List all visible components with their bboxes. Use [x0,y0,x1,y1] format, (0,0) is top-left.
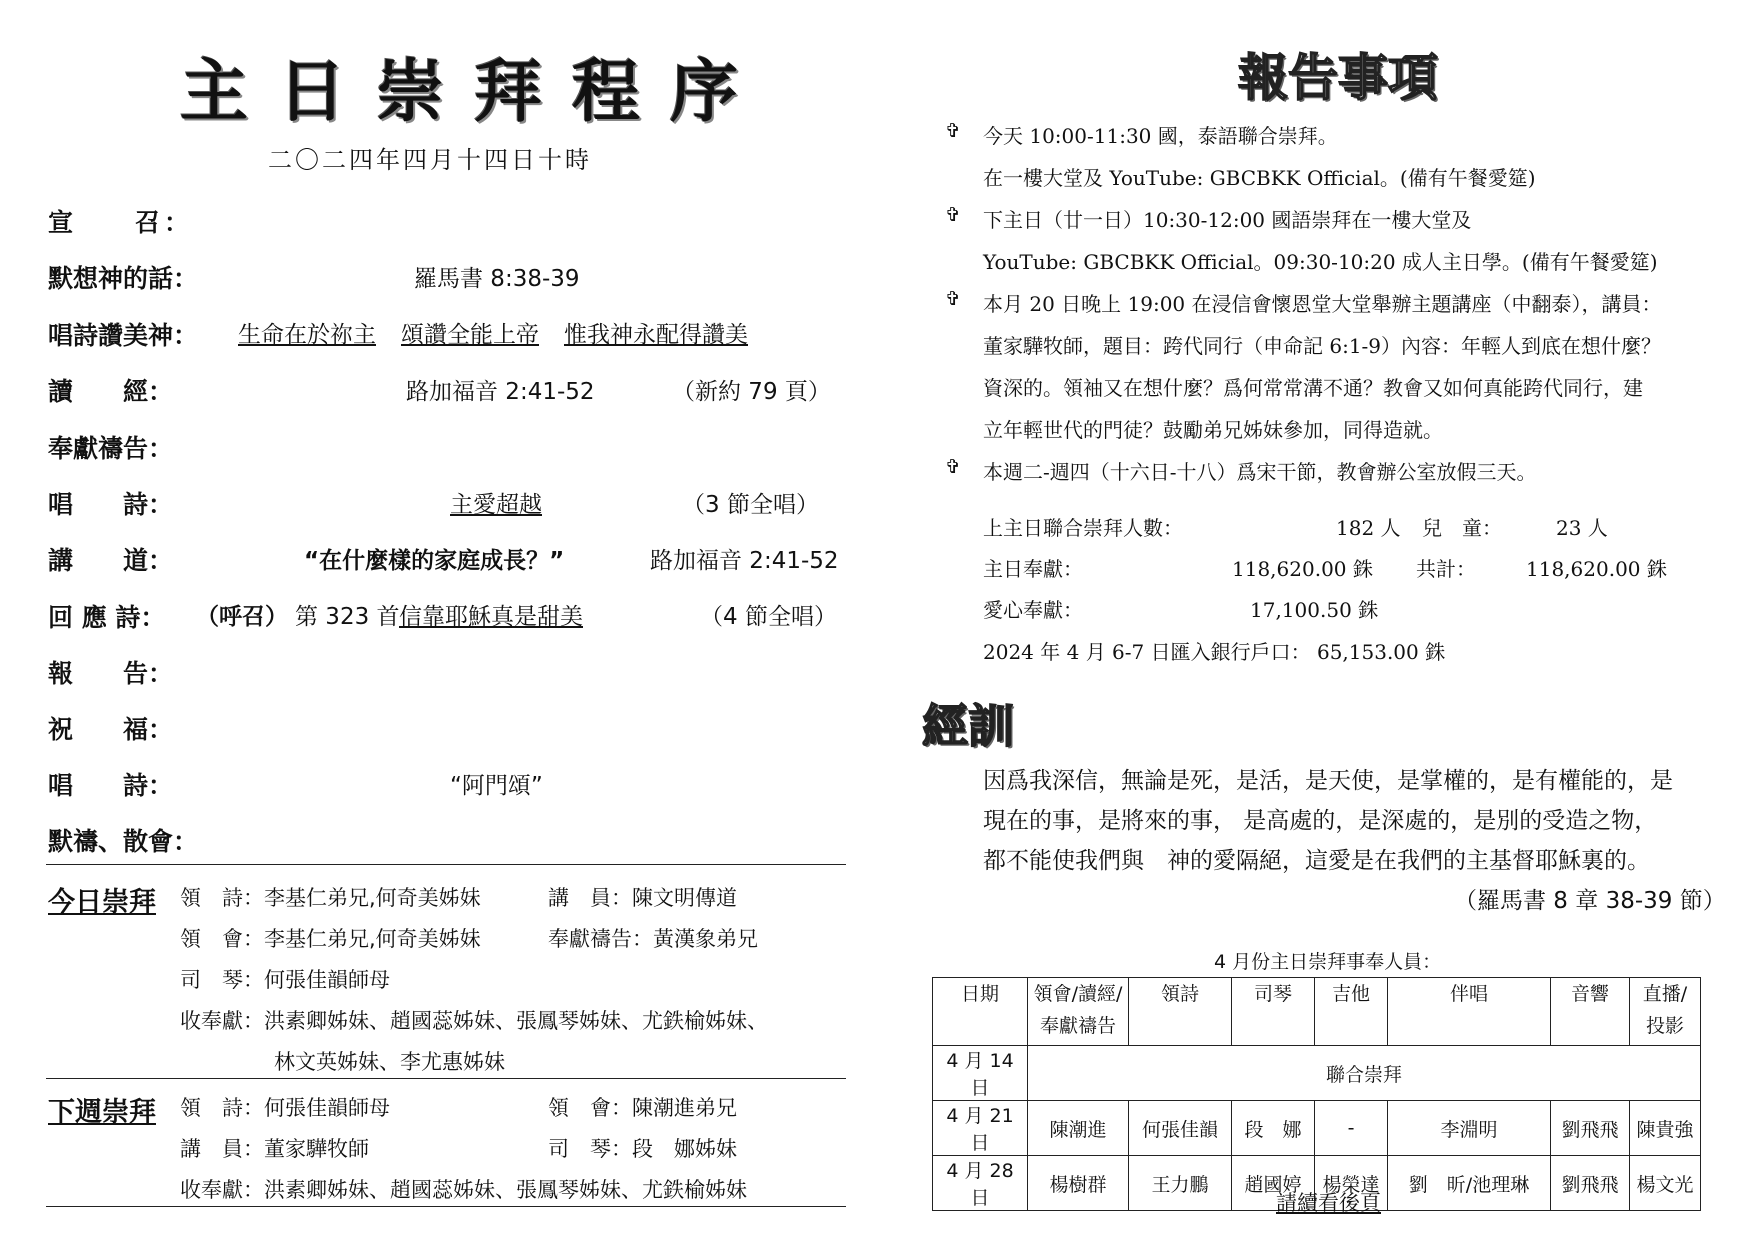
cell-sound: 劉飛飛 [1551,1156,1630,1211]
next-speaker: 講 員：董家驊牧師 [180,1137,369,1161]
hymn-1: 生命在於祢主 [238,322,376,348]
order-label-praise: 唱詩讚美神： [48,321,199,350]
cell-livestream: 陳貴強 [1630,1101,1701,1156]
today-song-leader: 領 詩：李基仁弟兄,何奇美姊妹 [180,886,481,910]
offering-label: 主日奉獻： [983,557,1083,581]
cell-host: 楊樹群 [1028,1156,1129,1211]
row-date: 4 月 28 日 [933,1156,1028,1211]
divider-bottom [46,1206,846,1207]
response-number: 第 323 首 [295,604,400,630]
next-ushers: 收奉獻：洪素卿姊妹、趙國蕊姊妹、張鳳琴姊妹、尤鉄榆姊妹 [180,1178,747,1202]
announcement-3-line-2: 董家驊牧師，題目：跨代同行（申命記 6:1-9）內容：年輕人到底在想什麼？ [983,334,1662,358]
order-label-sermon: 講 道： [48,546,174,575]
order-label-benediction: 祝 福： [48,715,174,744]
today-host: 領 會：李基仁弟兄,何奇美姊妹 [180,927,481,951]
row-date: 4 月 21 日 [933,1101,1028,1156]
cross-icon: ✞ [945,456,961,478]
next-heading: 下週崇拜 [48,1097,156,1128]
cross-icon: ✞ [945,288,961,310]
next-host: 領 會：陳潮進弟兄 [548,1096,737,1120]
verse-heading: 經訓 [922,699,1014,753]
cross-icon: ✞ [945,120,961,142]
today-ushers: 收奉獻：洪素卿姊妹、趙國蕊姊妹、張鳳琴姊妹、尤鉄榆姊妹、 [180,1009,768,1033]
header-song-leader: 領詩 [1129,978,1232,1046]
announcement-3-line-3: 資深的。領袖又在想什麼？爲何常常溝不通？教會又如何真能跨代同行，建 [983,376,1643,400]
verse-line-2: 現在的事，是將來的事， 是高處的，是深處的，是別的受造之物， [983,808,1658,834]
hymn-3: 惟我神永配得讚美 [564,322,748,348]
meditation-scripture: 羅馬書 8:38-39 [414,266,580,292]
reading-scripture: 路加福音 2:41-52 [406,379,595,405]
today-speaker: 講 員：陳文明傳道 [548,886,737,910]
order-label-dismissal: 默禱、散會： [48,827,199,856]
announcement-1-line-2: 在一樓大堂及 YouTube: GBCBKK Official。(備有午餐愛筵) [983,166,1536,190]
divider-today [46,864,846,865]
table-row [933,1101,1701,1156]
today-pianist: 司 琴：何張佳韻師母 [180,968,390,992]
row-date: 4 月 14 日 [933,1046,1028,1101]
children-value: 23 人 [1556,516,1608,540]
sermon-scripture: 路加福音 2:41-52 [650,548,839,574]
order-label-hymn: 唱 詩： [48,490,174,519]
offering-value: 118,620.00 銖 [1232,557,1373,581]
order-label-meditation: 默想神的話： [48,264,199,293]
cell-backing-vocals: 李淵明 [1388,1101,1551,1156]
cell-guitar: - [1315,1101,1388,1156]
announcement-2-line-1: 下主日（廿一日）10:30-12:00 國語崇拜在一樓大堂及 [983,208,1472,232]
header-livestream: 直播/ 投影 [1630,978,1701,1046]
hymn-2: 頌讚全能上帝 [401,322,539,348]
cell-song-leader: 何張佳韻 [1129,1101,1232,1156]
duty-table-title: 4 月份主日崇拜事奉人員： [1214,951,1442,973]
verse-line-1: 因爲我深信，無論是死，是活，是天使，是掌權的，是有權能的，是 [983,768,1673,794]
page-title: 主日崇拜程序 [180,52,769,132]
row-merged: 聯合崇拜 [1028,1046,1701,1101]
love-offering-value: 17,100.50 銖 [1250,598,1379,622]
order-label-announcements: 報 告： [48,659,174,688]
header-guitar: 吉他 [1315,978,1388,1046]
total-label: 共計： [1416,557,1476,581]
amen-hymn: “阿門頌” [450,773,543,799]
total-value: 118,620.00 銖 [1526,557,1667,581]
cell-guitar: 楊榮達 [1315,1156,1388,1211]
cell-livestream: 楊文光 [1630,1156,1701,1211]
announcement-4-line-1: 本週二-週四（十六日-十八）爲宋干節，教會辦公室放假三天。 [983,460,1537,484]
attendance-value: 182 人 [1336,516,1401,540]
announcement-2-line-2: YouTube: GBCBKK Official。09:30-10:20 成人主日學。(備有午餐愛筵) [983,250,1658,274]
divider-next [46,1078,846,1079]
verse-line-3: 都不能使我們與 神的愛隔絕，這愛是在我們的主基督耶穌裏的。 [983,848,1650,874]
header-pianist: 司琴 [1232,978,1315,1046]
order-label-call: 宣 召： [48,208,194,237]
cell-pianist: 段 娜 [1232,1101,1315,1156]
next-pianist: 司 琴：段 娜姊妹 [548,1137,737,1161]
order-label-closing-hymn: 唱 詩： [48,771,174,800]
continue-next-page: 請續看後頁 [1276,1191,1381,1215]
response-hymn: 信靠耶穌真是甜美 [399,604,583,630]
hymn-love: 主愛超越 [450,492,542,518]
header-date: 日期 [933,978,1028,1046]
duty-table [932,977,1701,1211]
sermon-title: “在什麼樣的家庭成長？” [304,548,565,574]
children-label: 兒 童： [1422,516,1502,540]
response-prefix: （呼召） [196,604,288,630]
header-backing-vocals: 伴唱 [1388,978,1551,1046]
order-label-response: 回 應 詩： [48,603,166,632]
announcement-1-line-1: 今天 10:00-11:30 國，泰語聯合崇拜。 [983,124,1338,148]
bank-deposit: 2024 年 4 月 6-7 日匯入銀行戶口： 65,153.00 銖 [983,640,1446,664]
attendance-label: 上主日聯合崇拜人數： [983,516,1183,540]
reading-page: （新約 79 頁） [672,379,831,405]
service-date: 二〇二四年四月十四日十時 [268,146,592,174]
today-offering-prayer: 奉獻禱告：黃漢象弟兄 [548,927,758,951]
today-heading: 今日崇拜 [48,887,156,918]
cell-sound: 劉飛飛 [1551,1101,1630,1156]
hymn-love-note: （3 節全唱） [682,492,819,518]
order-label-offering-prayer: 奉獻禱告： [48,434,174,463]
announcement-3-line-4: 立年輕世代的門徒？鼓勵弟兄姊妹參加，同得造就。 [983,418,1443,442]
announcement-3-line-1: 本月 20 日晚上 19:00 在浸信會懷恩堂大堂舉辦主題講座（中翻泰），講員： [983,292,1662,316]
love-offering-label: 愛心奉獻： [983,598,1083,622]
today-ushers-cont: 林文英姊妹、李尤惠姊妹 [274,1050,505,1074]
table-header-row [933,978,1701,1046]
cross-icon: ✞ [945,204,961,226]
cell-pianist: 趙國婷 [1232,1156,1315,1211]
cell-host: 陳潮進 [1028,1101,1129,1156]
next-song-leader: 領 詩：何張佳韻師母 [180,1096,390,1120]
order-label-reading: 讀 經： [48,377,174,406]
header-host: 領會/讀經/ 奉獻禱告 [1028,978,1129,1046]
header-sound: 音響 [1551,978,1630,1046]
table-row [933,1046,1701,1101]
cell-song-leader: 王力鵬 [1129,1156,1232,1211]
verse-reference: （羅馬書 8 章 38-39 節） [1454,888,1726,914]
response-note: （4 節全唱） [700,604,837,630]
announcements-heading: 報告事項 [1238,48,1438,107]
cell-backing-vocals: 劉 昕/池理琳 [1388,1156,1551,1211]
